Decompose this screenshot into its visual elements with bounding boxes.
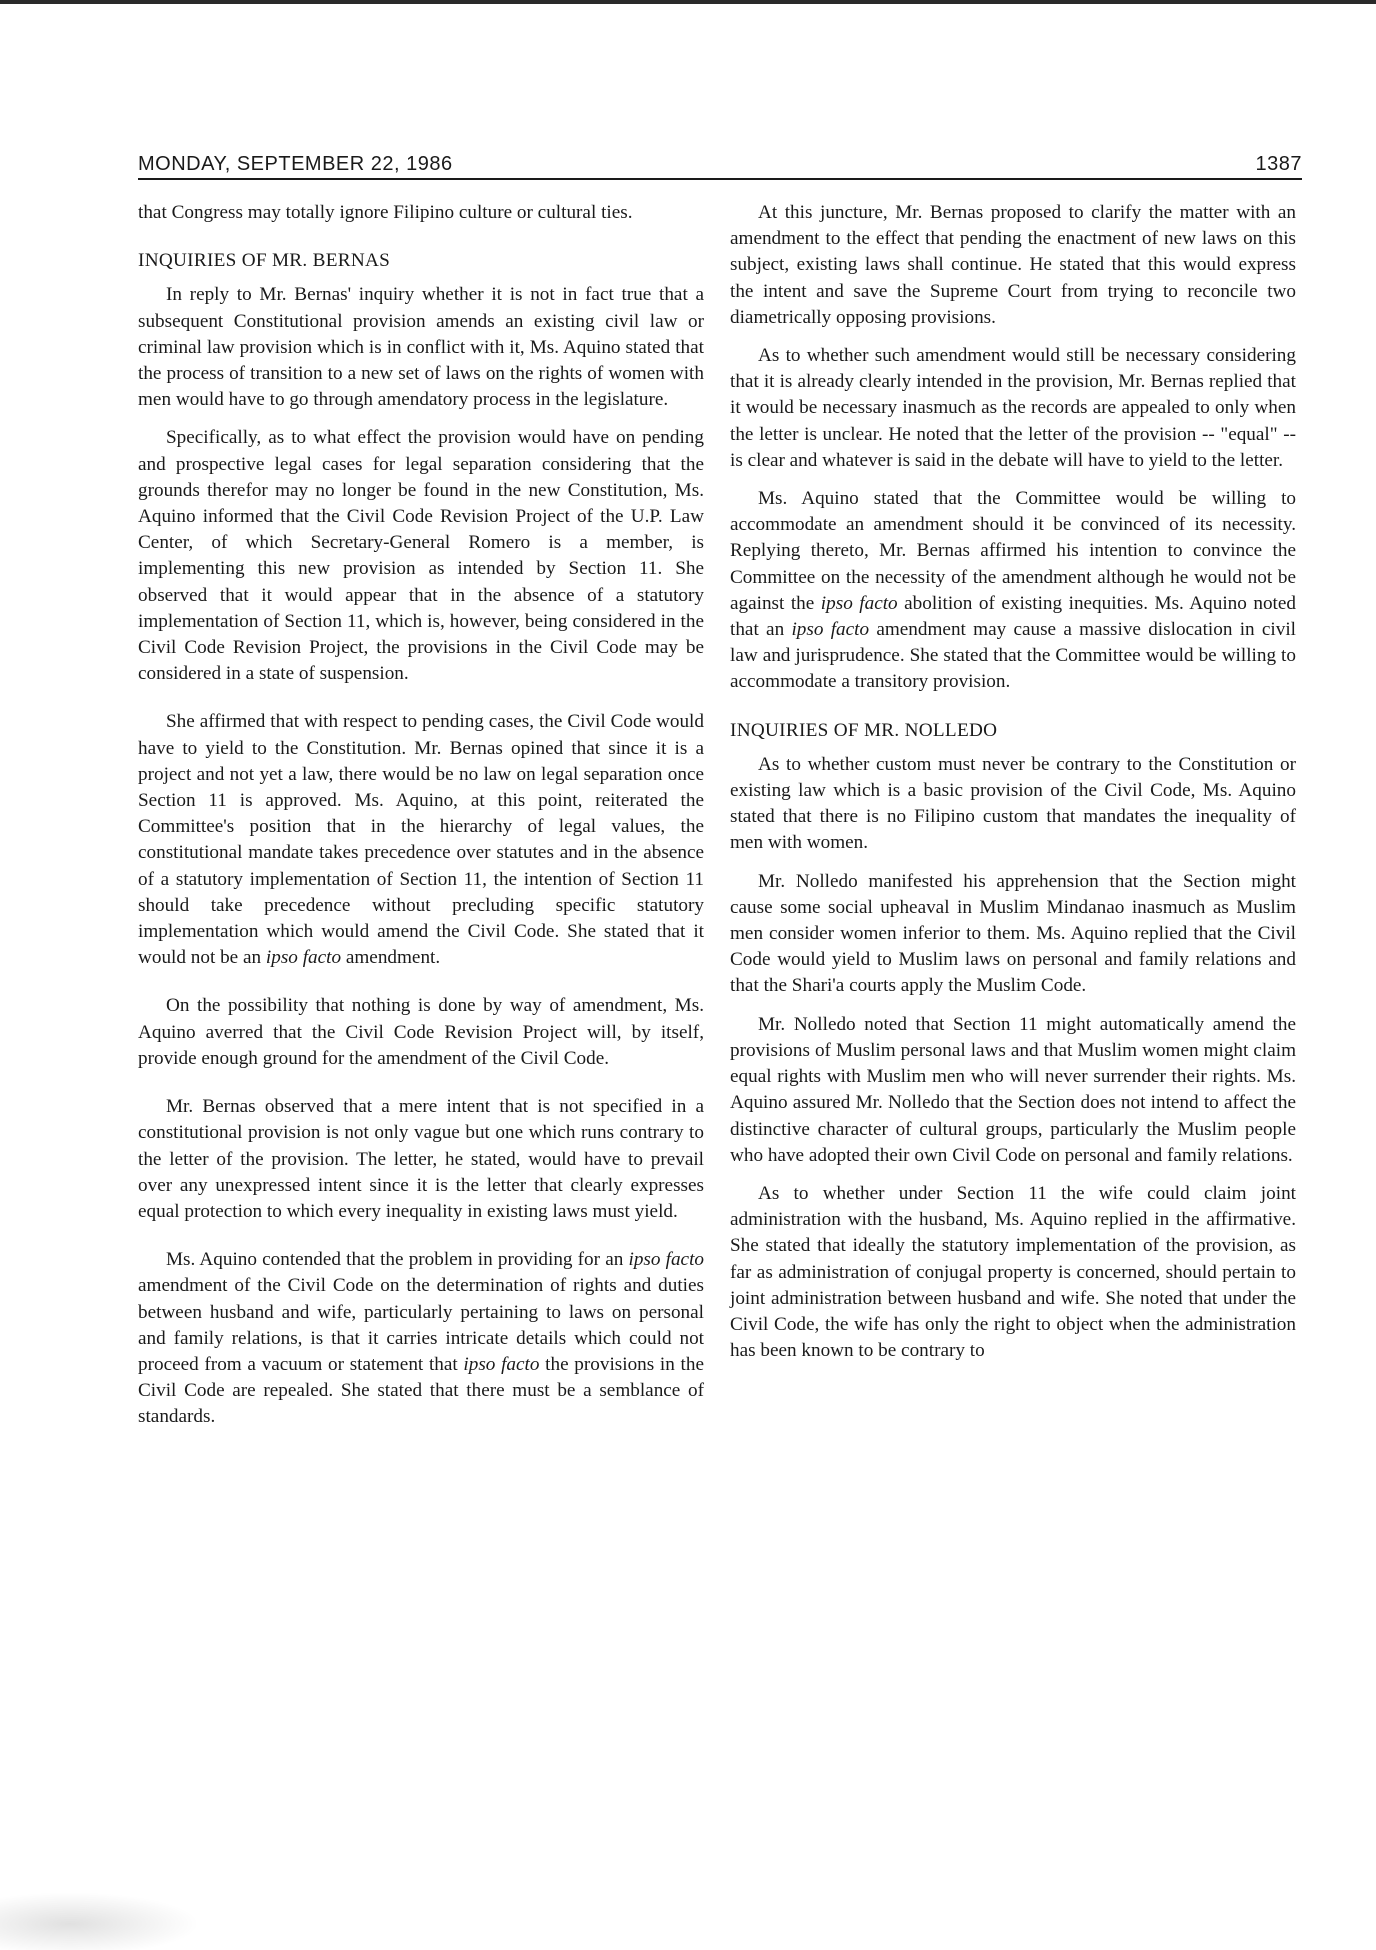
scan-stamp-smudge	[0, 1892, 200, 1950]
paragraph: On the possibility that nothing is done by way of amendment, Ms. Aquino averred that the Civil Code Revision Project will, by itself, provide enough ground for the amendment of the Civil Code.	[138, 995, 704, 1069]
paragraph: As to whether such amendment would still be necessary considering that it is already clearly intended in the provision, Mr. Bernas replied that it would be necessary inasmuch as the records are appealed to only when the letter is unclear. He noted that the letter of the provision -- "equal" -- is clear and whatever is said in the debate will have to yield to the letter.	[730, 345, 1296, 471]
paragraph	[730, 486, 1296, 696]
text-run: Ms. Aquino contended that the problem in providing for an	[166, 1249, 629, 1271]
paragraph	[138, 1247, 704, 1430]
paragraph	[138, 709, 704, 971]
text-run: the provisions in the Civil Code are repealed. She stated that there must be a semblance of standards.	[138, 1353, 704, 1428]
header-date: MONDAY, SEPTEMBER 22, 1986	[138, 153, 453, 175]
paragraph: Mr. Bernas observed that a mere intent that is not specified in a constitutional provision is not only vague but one which runs contrary to the letter of the provision. The letter, he stated, would have to prevail over any unexpressed intent since it is the letter that clearly expresses equal protection to which every inequality in existing laws must yield.	[138, 1096, 704, 1222]
italic-term: ipso facto	[265, 947, 342, 969]
italic-term: ipso facto	[628, 1249, 704, 1271]
left-column	[138, 200, 704, 1443]
section-heading: INQUIRIES OF MR. NOLLEDO	[730, 719, 998, 741]
header-rule	[138, 178, 1302, 180]
paragraph: At this juncture, Mr. Bernas proposed to clarify the matter with an amendment to the effect that pending the enactment of new laws on this subject, existing laws shall continue. He stated that this would express the intent and save the Supreme Court from trying to reconcile two diametrically opposing provisions.	[730, 202, 1296, 328]
text-run: amendment.	[341, 947, 441, 969]
paragraph: Mr. Nolledo noted that Section 11 might automatically amend the provisions of Muslim personal laws and that Muslim women might claim equal rights with Muslim men who will never surrender their rights. Ms. Aquino assured Mr. Nolledo that the Section does not intend to affect the distinctive character of cultural groups, particularly the Muslim people who have adopted their own Civil Code on personal and family relations.	[730, 1013, 1296, 1166]
text-run: She affirmed that with respect to pending cases, the Civil Code would have to yield to the Constitution. Mr. Bernas opined that since it is a project and not yet a law, there would be no law on legal separation once Section 11 is approved. Ms. Aquino, at this point, reiterated the Committee's position that in the hierarchy of legal values, the constitutional mandate takes precedence over statutes and in the absence of a statutory implementation of Section 11, the intention of Section 11 should take precedence without precluding specific statutory implementation which would amend the Civil Code. She stated that it would not be an	[138, 711, 704, 969]
text-run: abolition of existing inequities. Ms. Aquino noted that an	[730, 592, 1296, 641]
section-heading: INQUIRIES OF MR. BERNAS	[138, 250, 391, 272]
italic-term: ipso facto	[791, 619, 870, 641]
text-run: amendment may cause a massive dislocation in civil law and jurisprudence. She stated that the Committee would be willing to accommodate a transitory provision.	[730, 619, 1296, 693]
right-column	[730, 200, 1296, 1376]
text-run: amendment of the Civil Code on the determination of rights and duties between husband and wife, particularly pertaining to laws on personal and family relations, is that it carries intricate details which could not proceed from a vacuum or statement that	[138, 1275, 704, 1375]
paragraph: Mr. Nolledo manifested his apprehension that the Section might cause some social upheaval in Muslim Mindanao inasmuch as Muslim men consider women inferior to them. Ms. Aquino replied that the Civil Code would yield to Muslim laws on personal and family relations and that the Shari'a courts apply the Muslim Code.	[730, 870, 1296, 997]
italic-term: ipso facto	[820, 592, 898, 614]
top-border-rule	[0, 0, 1376, 4]
paragraph: that Congress may totally ignore Filipino culture or cultural ties.	[138, 202, 633, 223]
text-run: Ms. Aquino stated that the Committee would be willing to accommodate an amendment should it be convinced of its necessity. Replying thereto, Mr. Bernas affirmed his intention to convince the Committee on the necessity of the amendment although he would not be against the	[730, 488, 1296, 614]
paragraph: Specifically, as to what effect the provision would have on pending and prospective legal cases for legal separation considering that the grounds therefor may no longer be found in the new Constitution, Ms. Aquino informed that the Civil Code Revision Project of the U.P. Law Center, of which Secretary-General Romero is a member, is implementing this new provision as intended by Section 11. She observed that it would appear that in the absence of a statutory implementation of Section 11, which is, however, being considered in the Civil Code Revision Project, the provisions in the Civil Code may be considered in a state of suspension.	[138, 427, 704, 685]
paragraph: As to whether under Section 11 the wife could claim joint administration with the husband, Ms. Aquino replied in the affirmative. She stated that ideally the statutory implementation of the provision, as far as administration of conjugal property is concerned, should pertain to joint administration between husband and wife. She noted that under the Civil Code, the wife has only the right to object when the administration has been known to be contrary to	[730, 1182, 1296, 1362]
paragraph: In reply to Mr. Bernas' inquiry whether it is not in fact true that a subsequent Constitutional provision amends an existing civil law or criminal law provision which is in conflict with it, Ms. Aquino stated that the process of transition to a new set of laws on the rights of women with men would have to go through amendatory process in the legislature.	[138, 284, 704, 411]
page-number: 1387	[1255, 153, 1302, 175]
italic-term: ipso facto	[463, 1353, 540, 1375]
page-header	[138, 146, 1302, 176]
paragraph: As to whether custom must never be contrary to the Constitution or existing law which is a basic provision of the Civil Code, Ms. Aquino stated that there is no Filipino custom that mandates the inequality of men with women.	[730, 753, 1296, 854]
